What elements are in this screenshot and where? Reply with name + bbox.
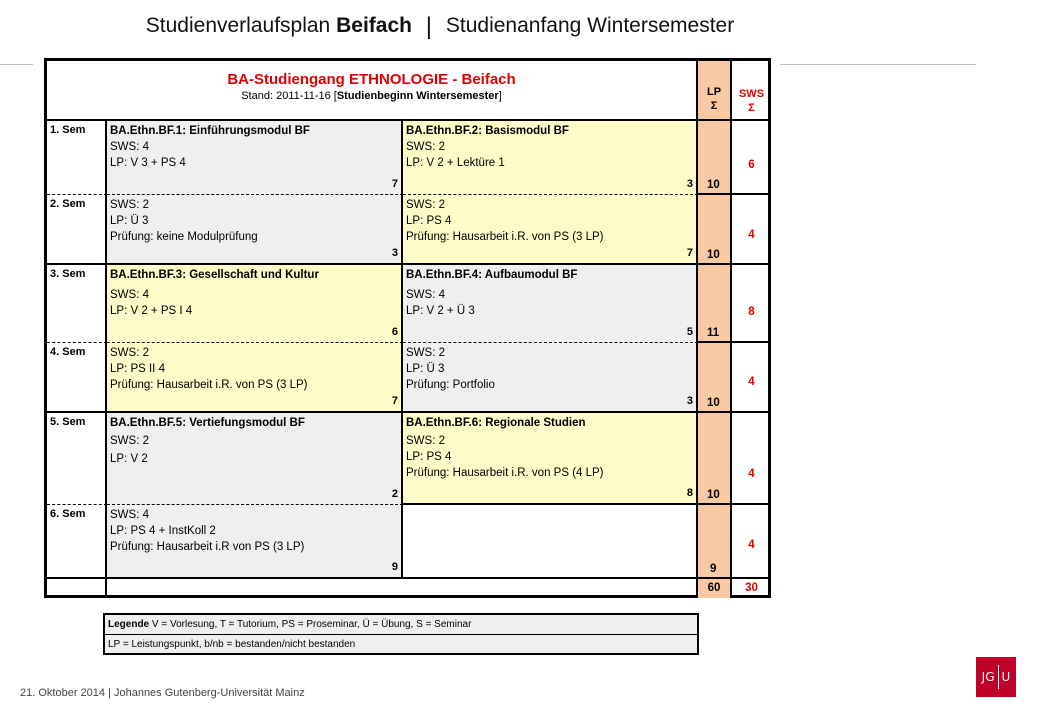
module-cell bbox=[107, 265, 403, 343]
title-separator: | bbox=[425, 13, 433, 40]
logo-left: JG bbox=[981, 670, 995, 684]
semester-label: 6. Sem bbox=[47, 505, 107, 579]
title-rule-left bbox=[0, 64, 33, 65]
lp-sum-value: 11 bbox=[707, 327, 720, 339]
module-lp: 3 bbox=[686, 178, 693, 190]
module-line: Prüfung: keine Modulprüfung bbox=[110, 231, 258, 243]
module-line: SWS: 2 bbox=[110, 435, 149, 447]
lp-sum-value: 10 bbox=[707, 179, 720, 191]
module-lp: 7 bbox=[391, 395, 398, 407]
plan-stand bbox=[47, 90, 696, 102]
module-line: Prüfung: Hausarbeit i.R. von PS (3 LP) bbox=[110, 379, 308, 391]
sws-sum-cell bbox=[732, 195, 771, 265]
legend-box bbox=[103, 613, 699, 655]
module-line: LP: V 2 bbox=[110, 453, 148, 465]
module-cell bbox=[107, 343, 403, 413]
module-line: LP: V 2 + Lektüre 1 bbox=[406, 157, 505, 169]
lp-sum-cell bbox=[698, 505, 732, 579]
module-line: Prüfung: Hausarbeit i.R. von PS (3 LP) bbox=[406, 231, 604, 243]
module-cell bbox=[107, 121, 403, 195]
lp-sum-cell bbox=[698, 413, 732, 505]
lp-sum-cell bbox=[698, 265, 732, 343]
module-line: SWS: 4 bbox=[110, 289, 149, 301]
study-plan-table bbox=[44, 58, 771, 598]
module-line: SWS: 2 bbox=[110, 199, 149, 211]
lp-sum-cell bbox=[698, 121, 732, 195]
sws-sum-symbol: Σ bbox=[748, 102, 755, 114]
lp-sum-cell bbox=[698, 343, 732, 413]
module-lp: 7 bbox=[391, 178, 398, 190]
module-line: LP: V 3 + PS 4 bbox=[110, 157, 186, 169]
sws-sum-cell bbox=[732, 265, 771, 343]
semester-label: 3. Sem bbox=[47, 265, 107, 343]
title-part1: Studienverlaufsplan bbox=[145, 14, 331, 37]
lp-sum-value: 10 bbox=[707, 249, 720, 261]
total-lp: 60 bbox=[698, 579, 732, 598]
sws-sum-cell bbox=[732, 121, 771, 195]
lp-sum-value: 9 bbox=[710, 563, 717, 575]
module-line: Prüfung: Hausarbeit i.R. von PS (4 LP) bbox=[406, 467, 604, 479]
footer-text: 21. Oktober 2014 | Johannes Gutenberg-Universität Mainz bbox=[20, 687, 305, 699]
module-lp: 3 bbox=[686, 395, 693, 407]
sws-sum-value: 4 bbox=[748, 539, 755, 551]
module-cell bbox=[107, 195, 403, 265]
module-lp: 5 bbox=[686, 326, 693, 338]
module-line: SWS: 2 bbox=[406, 435, 445, 447]
sws-sum-value: 8 bbox=[748, 306, 755, 318]
semester-label: 1. Sem bbox=[47, 121, 107, 195]
module-line: SWS: 4 bbox=[110, 509, 149, 521]
module-lp: 6 bbox=[391, 326, 398, 338]
module-title: BA.Ethn.BF.2: Basismodul BF bbox=[406, 125, 569, 137]
total-blank-cell bbox=[107, 579, 698, 598]
module-cell bbox=[403, 265, 698, 343]
module-line: SWS: 2 bbox=[406, 141, 445, 153]
module-title: BA.Ethn.BF.1: Einführungsmodul BF bbox=[110, 125, 310, 137]
module-title: BA.Ethn.BF.3: Gesellschaft und Kultur bbox=[110, 269, 319, 281]
module-lp: 9 bbox=[391, 561, 398, 573]
lp-header bbox=[698, 61, 732, 121]
total-sws: 30 bbox=[745, 582, 758, 594]
sws-sum-value: 4 bbox=[748, 229, 755, 241]
module-line: SWS: 4 bbox=[110, 141, 149, 153]
sws-sum-value: 6 bbox=[748, 159, 755, 171]
university-logo bbox=[976, 657, 1016, 697]
module-line: SWS: 2 bbox=[110, 347, 149, 359]
module-cell bbox=[403, 413, 698, 505]
module-lp: 7 bbox=[686, 247, 693, 259]
module-line: LP: PS 4 + InstKoll 2 bbox=[110, 525, 216, 537]
module-cell bbox=[107, 413, 403, 505]
module-line: LP: V 2 + PS I 4 bbox=[110, 305, 193, 317]
title-bold: Beifach bbox=[336, 14, 412, 37]
module-lp: 3 bbox=[391, 247, 398, 259]
module-line: LP: Ü 3 bbox=[110, 215, 149, 227]
module-line: LP: Ü 3 bbox=[406, 363, 445, 375]
module-title: BA.Ethn.BF.4: Aufbaumodul BF bbox=[406, 269, 578, 281]
semester-label: 4. Sem bbox=[47, 343, 107, 413]
module-cell bbox=[403, 195, 698, 265]
semester-label: 5. Sem bbox=[47, 413, 107, 505]
module-line: Prüfung: Portfolio bbox=[406, 379, 495, 391]
module-cell bbox=[107, 505, 403, 579]
logo-divider bbox=[998, 665, 999, 689]
sws-sum-cell bbox=[732, 413, 771, 505]
plan-header bbox=[47, 61, 698, 121]
sws-sum-value: 4 bbox=[748, 376, 755, 388]
lp-sum-value: 10 bbox=[707, 489, 720, 501]
module-line: SWS: 2 bbox=[406, 347, 445, 359]
sws-sum-cell bbox=[732, 505, 771, 579]
module-line: LP: PS II 4 bbox=[110, 363, 165, 375]
module-lp: 8 bbox=[686, 487, 693, 499]
module-line: LP: PS 4 bbox=[406, 451, 452, 463]
lp-sum-cell bbox=[698, 195, 732, 265]
sws-header bbox=[732, 61, 771, 121]
module-line: SWS: 2 bbox=[406, 199, 445, 211]
module-line: LP: V 2 + Ü 3 bbox=[406, 305, 475, 317]
sws-sum-cell bbox=[732, 343, 771, 413]
lp-sum-value: 10 bbox=[707, 397, 720, 409]
module-line: SWS: 4 bbox=[406, 289, 445, 301]
module-line: LP: PS 4 bbox=[406, 215, 452, 227]
legend-line-2: LP = Leistungspunkt, b/nb = bestanden/nicht bestanden bbox=[105, 634, 697, 654]
stand-prefix: Stand: 2011-11-16 [ bbox=[241, 90, 337, 102]
legend-label: Legende bbox=[108, 619, 150, 630]
stand-bold: Studienbeginn Wintersemester bbox=[336, 90, 499, 102]
total-label-cell bbox=[47, 579, 107, 598]
module-line: Prüfung: Hausarbeit i.R von PS (3 LP) bbox=[110, 541, 305, 553]
module-title: BA.Ethn.BF.6: Regionale Studien bbox=[406, 417, 586, 429]
slide-title bbox=[0, 14, 880, 38]
legend-text-1: V = Vorlesung, T = Tutorium, PS = Proseminar, Ü = Übung, S = Seminar bbox=[149, 619, 472, 630]
legend-line-1 bbox=[105, 615, 697, 634]
lp-header-label: LP bbox=[706, 86, 722, 98]
module-cell bbox=[403, 121, 698, 195]
title-part2: Studienanfang Wintersemester bbox=[445, 14, 735, 37]
module-title: BA.Ethn.BF.5: Vertiefungsmodul BF bbox=[110, 417, 305, 429]
title-rule-right bbox=[780, 64, 976, 65]
semester-label: 2. Sem bbox=[47, 195, 107, 265]
lp-sum-symbol: Σ bbox=[710, 100, 718, 112]
sws-sum-value: 4 bbox=[748, 468, 755, 480]
module-lp: 2 bbox=[391, 488, 398, 500]
stand-suffix: ] bbox=[498, 90, 502, 102]
plan-title: BA-Studiengang ETHNOLOGIE - Beifach bbox=[227, 71, 516, 88]
logo-right: U bbox=[1001, 670, 1011, 684]
empty-module-cell bbox=[403, 505, 698, 579]
module-cell bbox=[403, 343, 698, 413]
sws-header-label: SWS bbox=[738, 88, 765, 100]
